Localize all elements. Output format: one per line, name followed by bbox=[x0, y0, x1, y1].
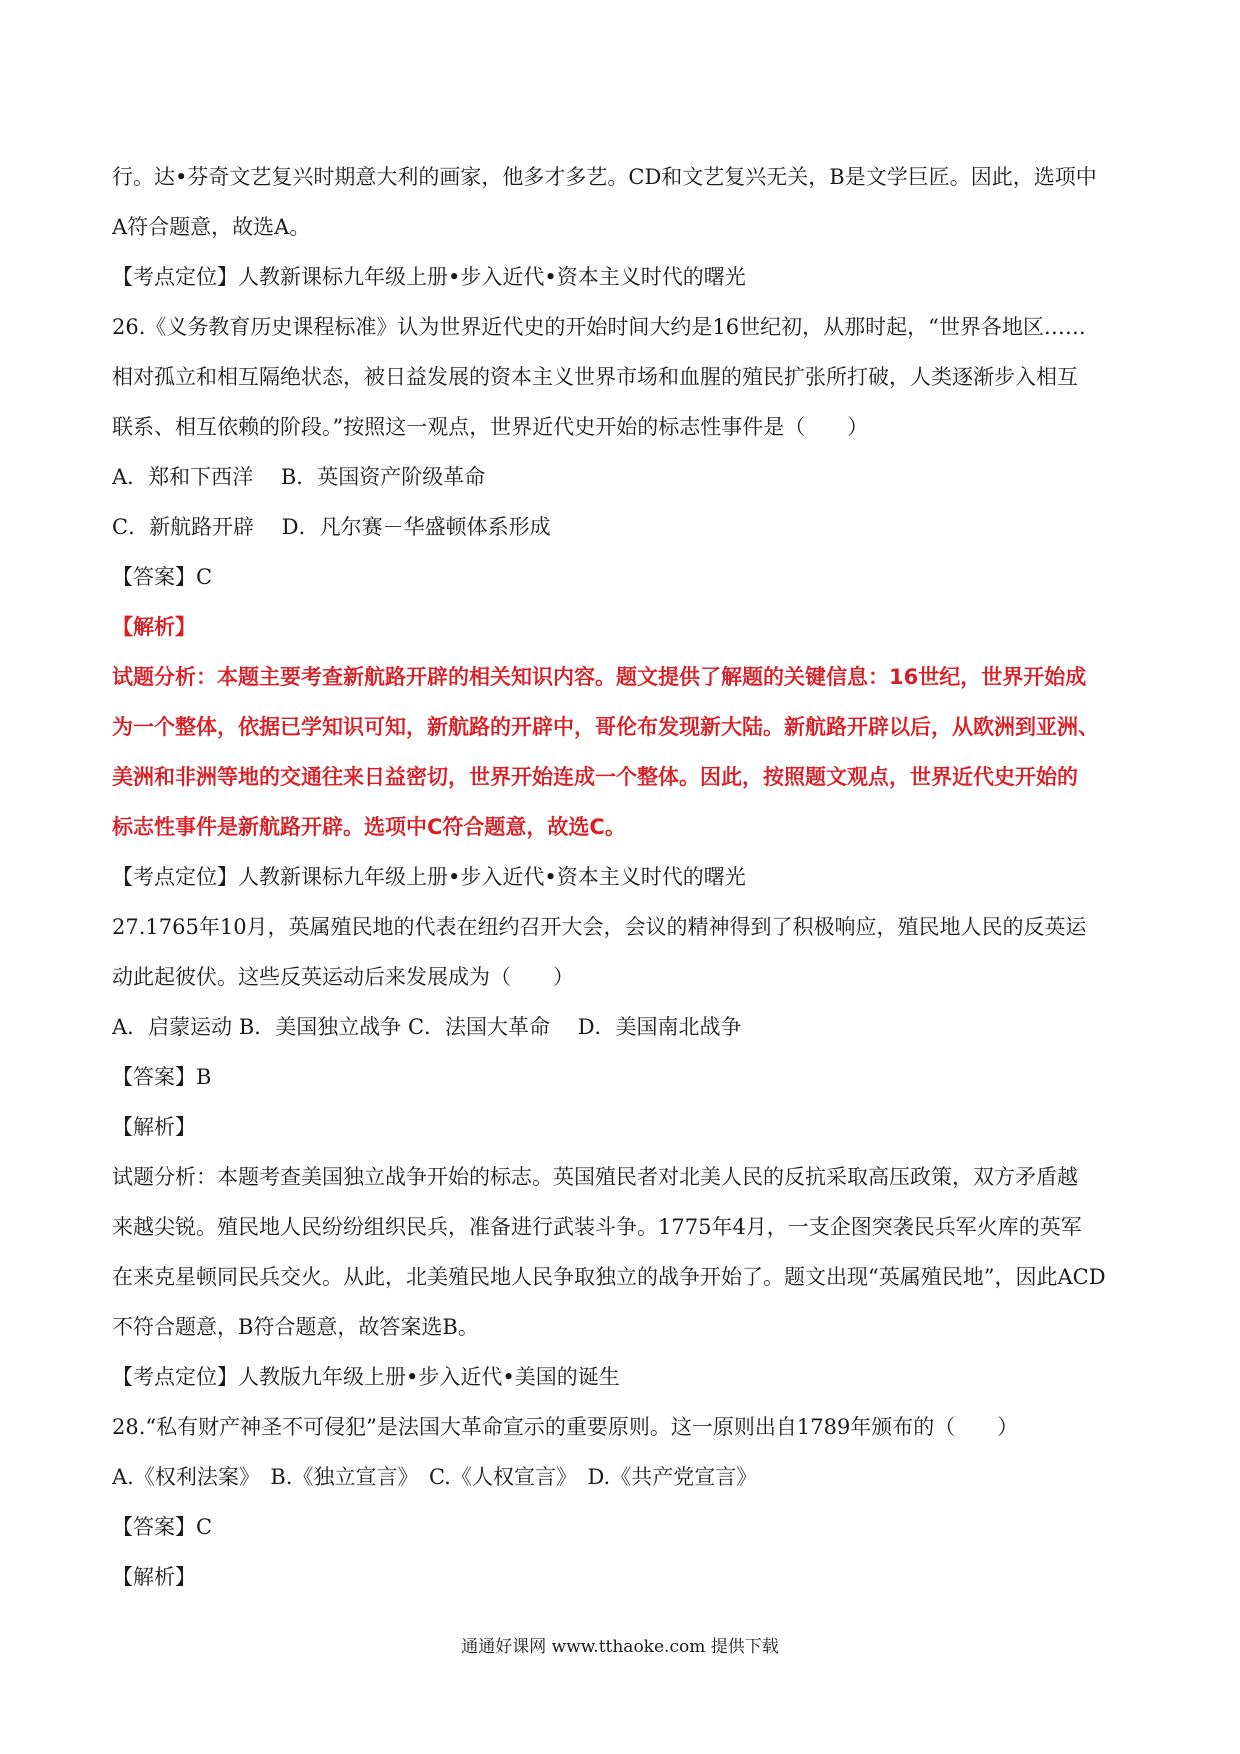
question-26-options: C．新航路开辟 D．凡尔赛－华盛顿体系形成 bbox=[112, 515, 551, 539]
analysis-heading-27: 【解析】 bbox=[112, 1115, 196, 1139]
analysis-27-text: 在来克星顿同民兵交火。从此，北美殖民地人民争取独立的战争开始了。题文出现“英属殖民地”，因此ACD bbox=[112, 1265, 1106, 1289]
analysis-27-text: 来越尖锐。殖民地人民纷纷组织民兵，准备进行武装斗争。1775年4月，一支企图突袭民兵军火库的英军 bbox=[112, 1215, 1082, 1239]
question-28-options: A.《权利法案》 B.《独立宣言》 C.《人权宣言》 D.《共产党宣言》 bbox=[112, 1465, 758, 1489]
question-27-text: 27.1765年10月，英属殖民地的代表在纽约召开大会，会议的精神得到了积极响应，殖民地人民的反英运 bbox=[112, 915, 1087, 939]
page-footer: 通通好课网 www.tthaoke.com 提供下载 bbox=[461, 1637, 779, 1657]
analysis-heading-28: 【解析】 bbox=[112, 1565, 196, 1589]
question-28-text: 28.“私有财产神圣不可侵犯”是法国大革命宣示的重要原则。这一原则出自1789年颁布的（ ） bbox=[112, 1415, 1019, 1439]
analysis-26-text: 美洲和非洲等地的交通往来日益密切，世界开始连成一个整体。因此，按照题文观点，世界近代史开始的 bbox=[112, 765, 1078, 789]
analysis-27-text: 试题分析：本题考查美国独立战争开始的标志。英国殖民者对北美人民的反抗采取高压政策，双方矛盾越 bbox=[112, 1165, 1078, 1189]
analysis-27-text: 不符合题意，B符合题意，故答案选B。 bbox=[112, 1315, 479, 1339]
answer-28: 【答案】C bbox=[112, 1515, 213, 1539]
question-26-text: 26.《义务教育历史课程标准》认为世界近代史的开始时间大约是16世纪初，从那时起，“世界各地区…… bbox=[112, 315, 1086, 339]
analysis-26-text: 标志性事件是新航路开辟。选项中C符合题意，故选C。 bbox=[112, 815, 626, 839]
point-location: 【考点定位】人教版九年级上册•步入近代•美国的诞生 bbox=[112, 1365, 620, 1389]
question-27-options: A．启蒙运动 B．美国独立战争 C．法国大革命 D．美国南北战争 bbox=[112, 1015, 742, 1039]
answer-26: 【答案】C bbox=[112, 565, 213, 589]
document-body bbox=[112, 152, 1132, 1602]
answer-27: 【答案】B bbox=[112, 1065, 212, 1089]
analysis-heading-26: 【解析】 bbox=[112, 614, 196, 639]
analysis-26-text: 为一个整体，依据已学知识可知，新航路的开辟中，哥伦布发现新大陆。新航路开辟以后，从欧洲到亚洲、 bbox=[112, 715, 1099, 739]
point-location: 【考点定位】人教新课标九年级上册•步入近代•资本主义时代的曙光 bbox=[112, 865, 746, 889]
question-26-text: 联系、相互依赖的阶段。”按照这一观点，世界近代史开始的标志性事件是（ ） bbox=[112, 415, 869, 439]
text-line: 行。达•芬奇文艺复兴时期意大利的画家，他多才多艺。CD和文艺复兴无关，B是文学巨匠。因此，选项中 bbox=[112, 165, 1097, 189]
point-location: 【考点定位】人教新课标九年级上册•步入近代•资本主义时代的曙光 bbox=[112, 265, 746, 289]
text-line: A符合题意，故选A。 bbox=[112, 215, 311, 239]
question-27-text: 动此起彼伏。这些反英运动后来发展成为（ ） bbox=[112, 965, 574, 989]
question-26-options: A．郑和下西洋 B．英国资产阶级革命 bbox=[112, 465, 486, 489]
analysis-26-text: 试题分析：本题主要考查新航路开辟的相关知识内容。题文提供了解题的关键信息：16世纪，世界开始成 bbox=[112, 665, 1087, 689]
question-26-text: 相对孤立和相互隔绝状态，被日益发展的资本主义世界市场和血腥的殖民扩张所打破，人类逐渐步入相互 bbox=[112, 365, 1078, 389]
